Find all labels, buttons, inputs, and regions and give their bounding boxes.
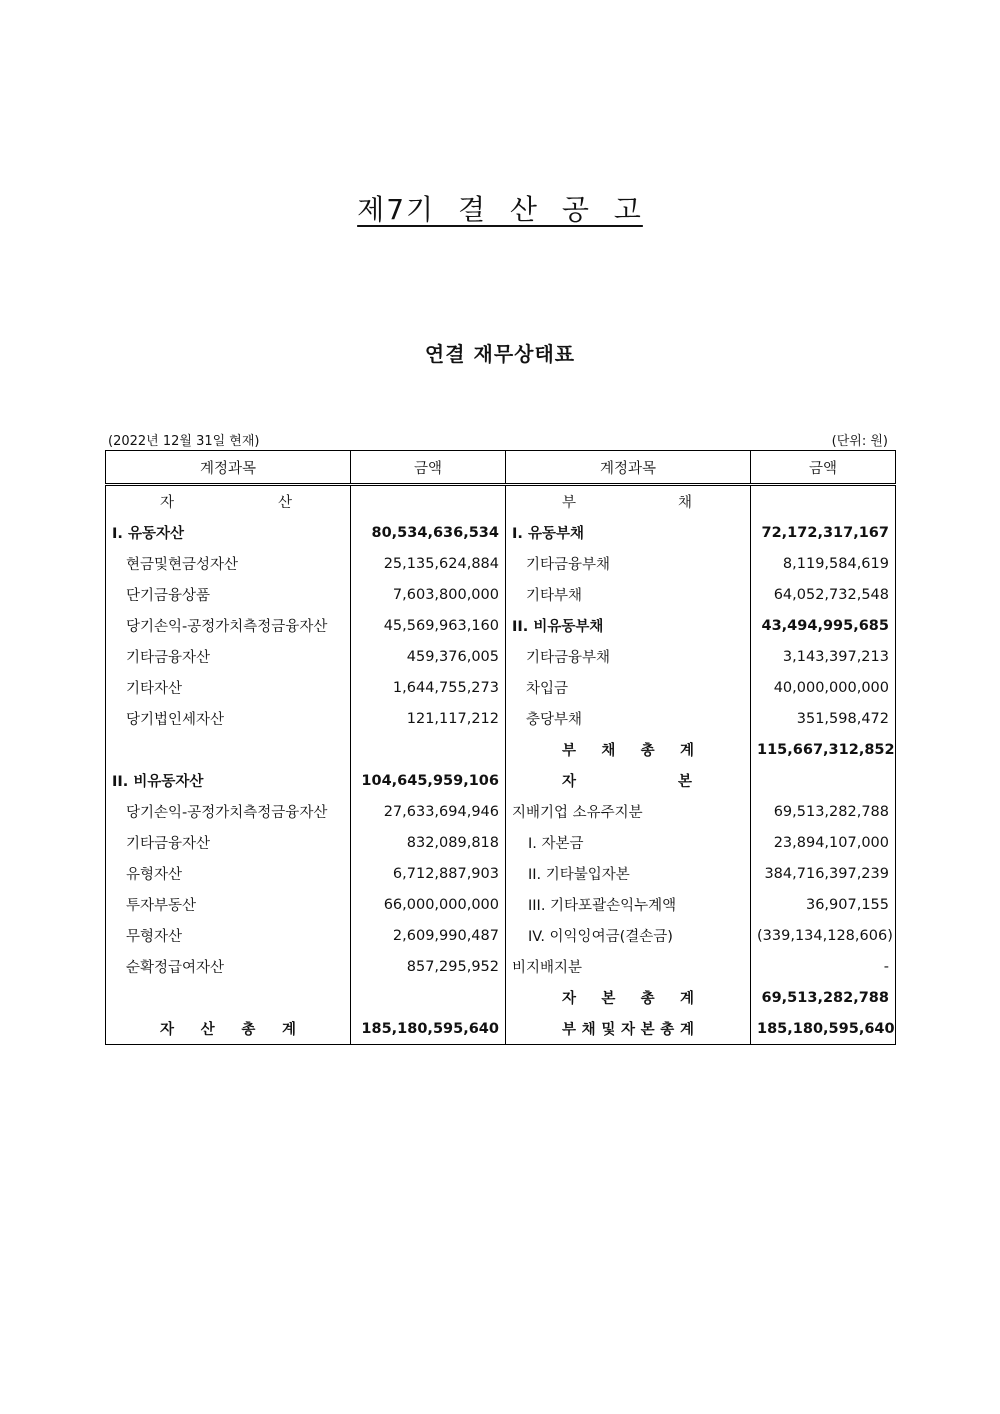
date-note: (2022년 12월 31일 현재) bbox=[108, 434, 260, 449]
table-row bbox=[106, 951, 896, 982]
amount: 1,644,755,273 bbox=[351, 672, 506, 703]
account-name: II. 비유동부채 bbox=[506, 610, 751, 641]
table-row bbox=[106, 889, 896, 920]
table-row bbox=[106, 796, 896, 827]
amount: 832,089,818 bbox=[351, 827, 506, 858]
amount: 7,603,800,000 bbox=[351, 579, 506, 610]
amount: 121,117,212 bbox=[351, 703, 506, 734]
equity-total-label: 자 본 총 계 bbox=[506, 982, 751, 1013]
table-row bbox=[106, 610, 896, 641]
amount: (339,134,128,606) bbox=[751, 920, 896, 951]
account-name: 지배기업 소유주지분 bbox=[506, 796, 751, 827]
main-title bbox=[0, 188, 1000, 228]
liabilities-total-label: 부 채 총 계 bbox=[506, 734, 751, 765]
account-name: 기타부채 bbox=[506, 579, 751, 610]
account-name: 기타자산 bbox=[106, 672, 351, 703]
balance-sheet-table bbox=[105, 450, 896, 1045]
amount: 351,598,472 bbox=[751, 703, 896, 734]
table-row bbox=[106, 485, 896, 518]
account-name: 무형자산 bbox=[106, 920, 351, 951]
account-name: I. 유동부채 bbox=[506, 517, 751, 548]
unit-note: (단위: 원) bbox=[831, 434, 888, 449]
amount: 64,052,732,548 bbox=[751, 579, 896, 610]
account-name: 기타금융부채 bbox=[506, 641, 751, 672]
table-row bbox=[106, 734, 896, 765]
amount: 3,143,397,213 bbox=[751, 641, 896, 672]
assets-total-amount: 185,180,595,640 bbox=[351, 1013, 506, 1045]
account-name: I. 자본금 bbox=[506, 827, 751, 858]
account-name: 단기금융상품 bbox=[106, 579, 351, 610]
table-row bbox=[106, 1013, 896, 1045]
amount: 8,119,584,619 bbox=[751, 548, 896, 579]
table-row bbox=[106, 672, 896, 703]
amount: 857,295,952 bbox=[351, 951, 506, 982]
account-name: I. 유동자산 bbox=[106, 517, 351, 548]
account-name: II. 비유동자산 bbox=[106, 765, 351, 796]
table-row bbox=[106, 548, 896, 579]
header-account-left: 계정과목 bbox=[106, 451, 351, 485]
equity-total-amount: 69,513,282,788 bbox=[751, 982, 896, 1013]
account-name: 기타금융자산 bbox=[106, 641, 351, 672]
account-name: 투자부동산 bbox=[106, 889, 351, 920]
assets-heading: 자 산 bbox=[106, 485, 351, 518]
account-name: 비지배지분 bbox=[506, 951, 751, 982]
amount: 459,376,005 bbox=[351, 641, 506, 672]
amount: 80,534,636,534 bbox=[351, 517, 506, 548]
amount: 36,907,155 bbox=[751, 889, 896, 920]
liabilities-equity-total-amount: 185,180,595,640 bbox=[751, 1013, 896, 1045]
account-name: 기타금융부채 bbox=[506, 548, 751, 579]
header-row bbox=[106, 451, 896, 485]
account-name: 기타금융자산 bbox=[106, 827, 351, 858]
account-name: 당기법인세자산 bbox=[106, 703, 351, 734]
amount: 69,513,282,788 bbox=[751, 796, 896, 827]
amount: 384,716,397,239 bbox=[751, 858, 896, 889]
table-row bbox=[106, 641, 896, 672]
account-name: 당기손익-공정가치측정금융자산 bbox=[106, 796, 351, 827]
header-amount-right: 금액 bbox=[751, 451, 896, 485]
account-name: 유형자산 bbox=[106, 858, 351, 889]
amount: 104,645,959,106 bbox=[351, 765, 506, 796]
liabilities-heading: 부 채 bbox=[506, 485, 751, 518]
amount: 27,633,694,946 bbox=[351, 796, 506, 827]
amount: 25,135,624,884 bbox=[351, 548, 506, 579]
account-name: 순확정급여자산 bbox=[106, 951, 351, 982]
amount: 72,172,317,167 bbox=[751, 517, 896, 548]
amount: 43,494,995,685 bbox=[751, 610, 896, 641]
amount: 2,609,990,487 bbox=[351, 920, 506, 951]
equity-heading: 자 본 bbox=[506, 765, 751, 796]
account-name: II. 기타불입자본 bbox=[506, 858, 751, 889]
amount: 40,000,000,000 bbox=[751, 672, 896, 703]
header-account-right: 계정과목 bbox=[506, 451, 751, 485]
amount: 23,894,107,000 bbox=[751, 827, 896, 858]
table-row bbox=[106, 765, 896, 796]
account-name: 당기손익-공정가치측정금융자산 bbox=[106, 610, 351, 641]
main-title-text: 제7기 결 산 공 고 bbox=[357, 193, 643, 226]
header-amount-left: 금액 bbox=[351, 451, 506, 485]
account-name: III. 기타포괄손익누계액 bbox=[506, 889, 751, 920]
table-row bbox=[106, 858, 896, 889]
account-name: IV. 이익잉여금(결손금) bbox=[506, 920, 751, 951]
table-row bbox=[106, 579, 896, 610]
amount: - bbox=[751, 951, 896, 982]
table-row bbox=[106, 982, 896, 1013]
table-row bbox=[106, 920, 896, 951]
liabilities-equity-total-label: 부 채 및 자 본 총 계 bbox=[506, 1013, 751, 1045]
amount: 6,712,887,903 bbox=[351, 858, 506, 889]
account-name: 충당부채 bbox=[506, 703, 751, 734]
table-row bbox=[106, 517, 896, 548]
amount: 66,000,000,000 bbox=[351, 889, 506, 920]
sub-title: 연결 재무상태표 bbox=[424, 342, 576, 366]
table-row bbox=[106, 703, 896, 734]
account-name: 현금및현금성자산 bbox=[106, 548, 351, 579]
assets-total-label: 자 산 총 계 bbox=[106, 1013, 351, 1045]
liabilities-total-amount: 115,667,312,852 bbox=[751, 734, 896, 765]
table-row bbox=[106, 827, 896, 858]
account-name: 차입금 bbox=[506, 672, 751, 703]
amount: 45,569,963,160 bbox=[351, 610, 506, 641]
